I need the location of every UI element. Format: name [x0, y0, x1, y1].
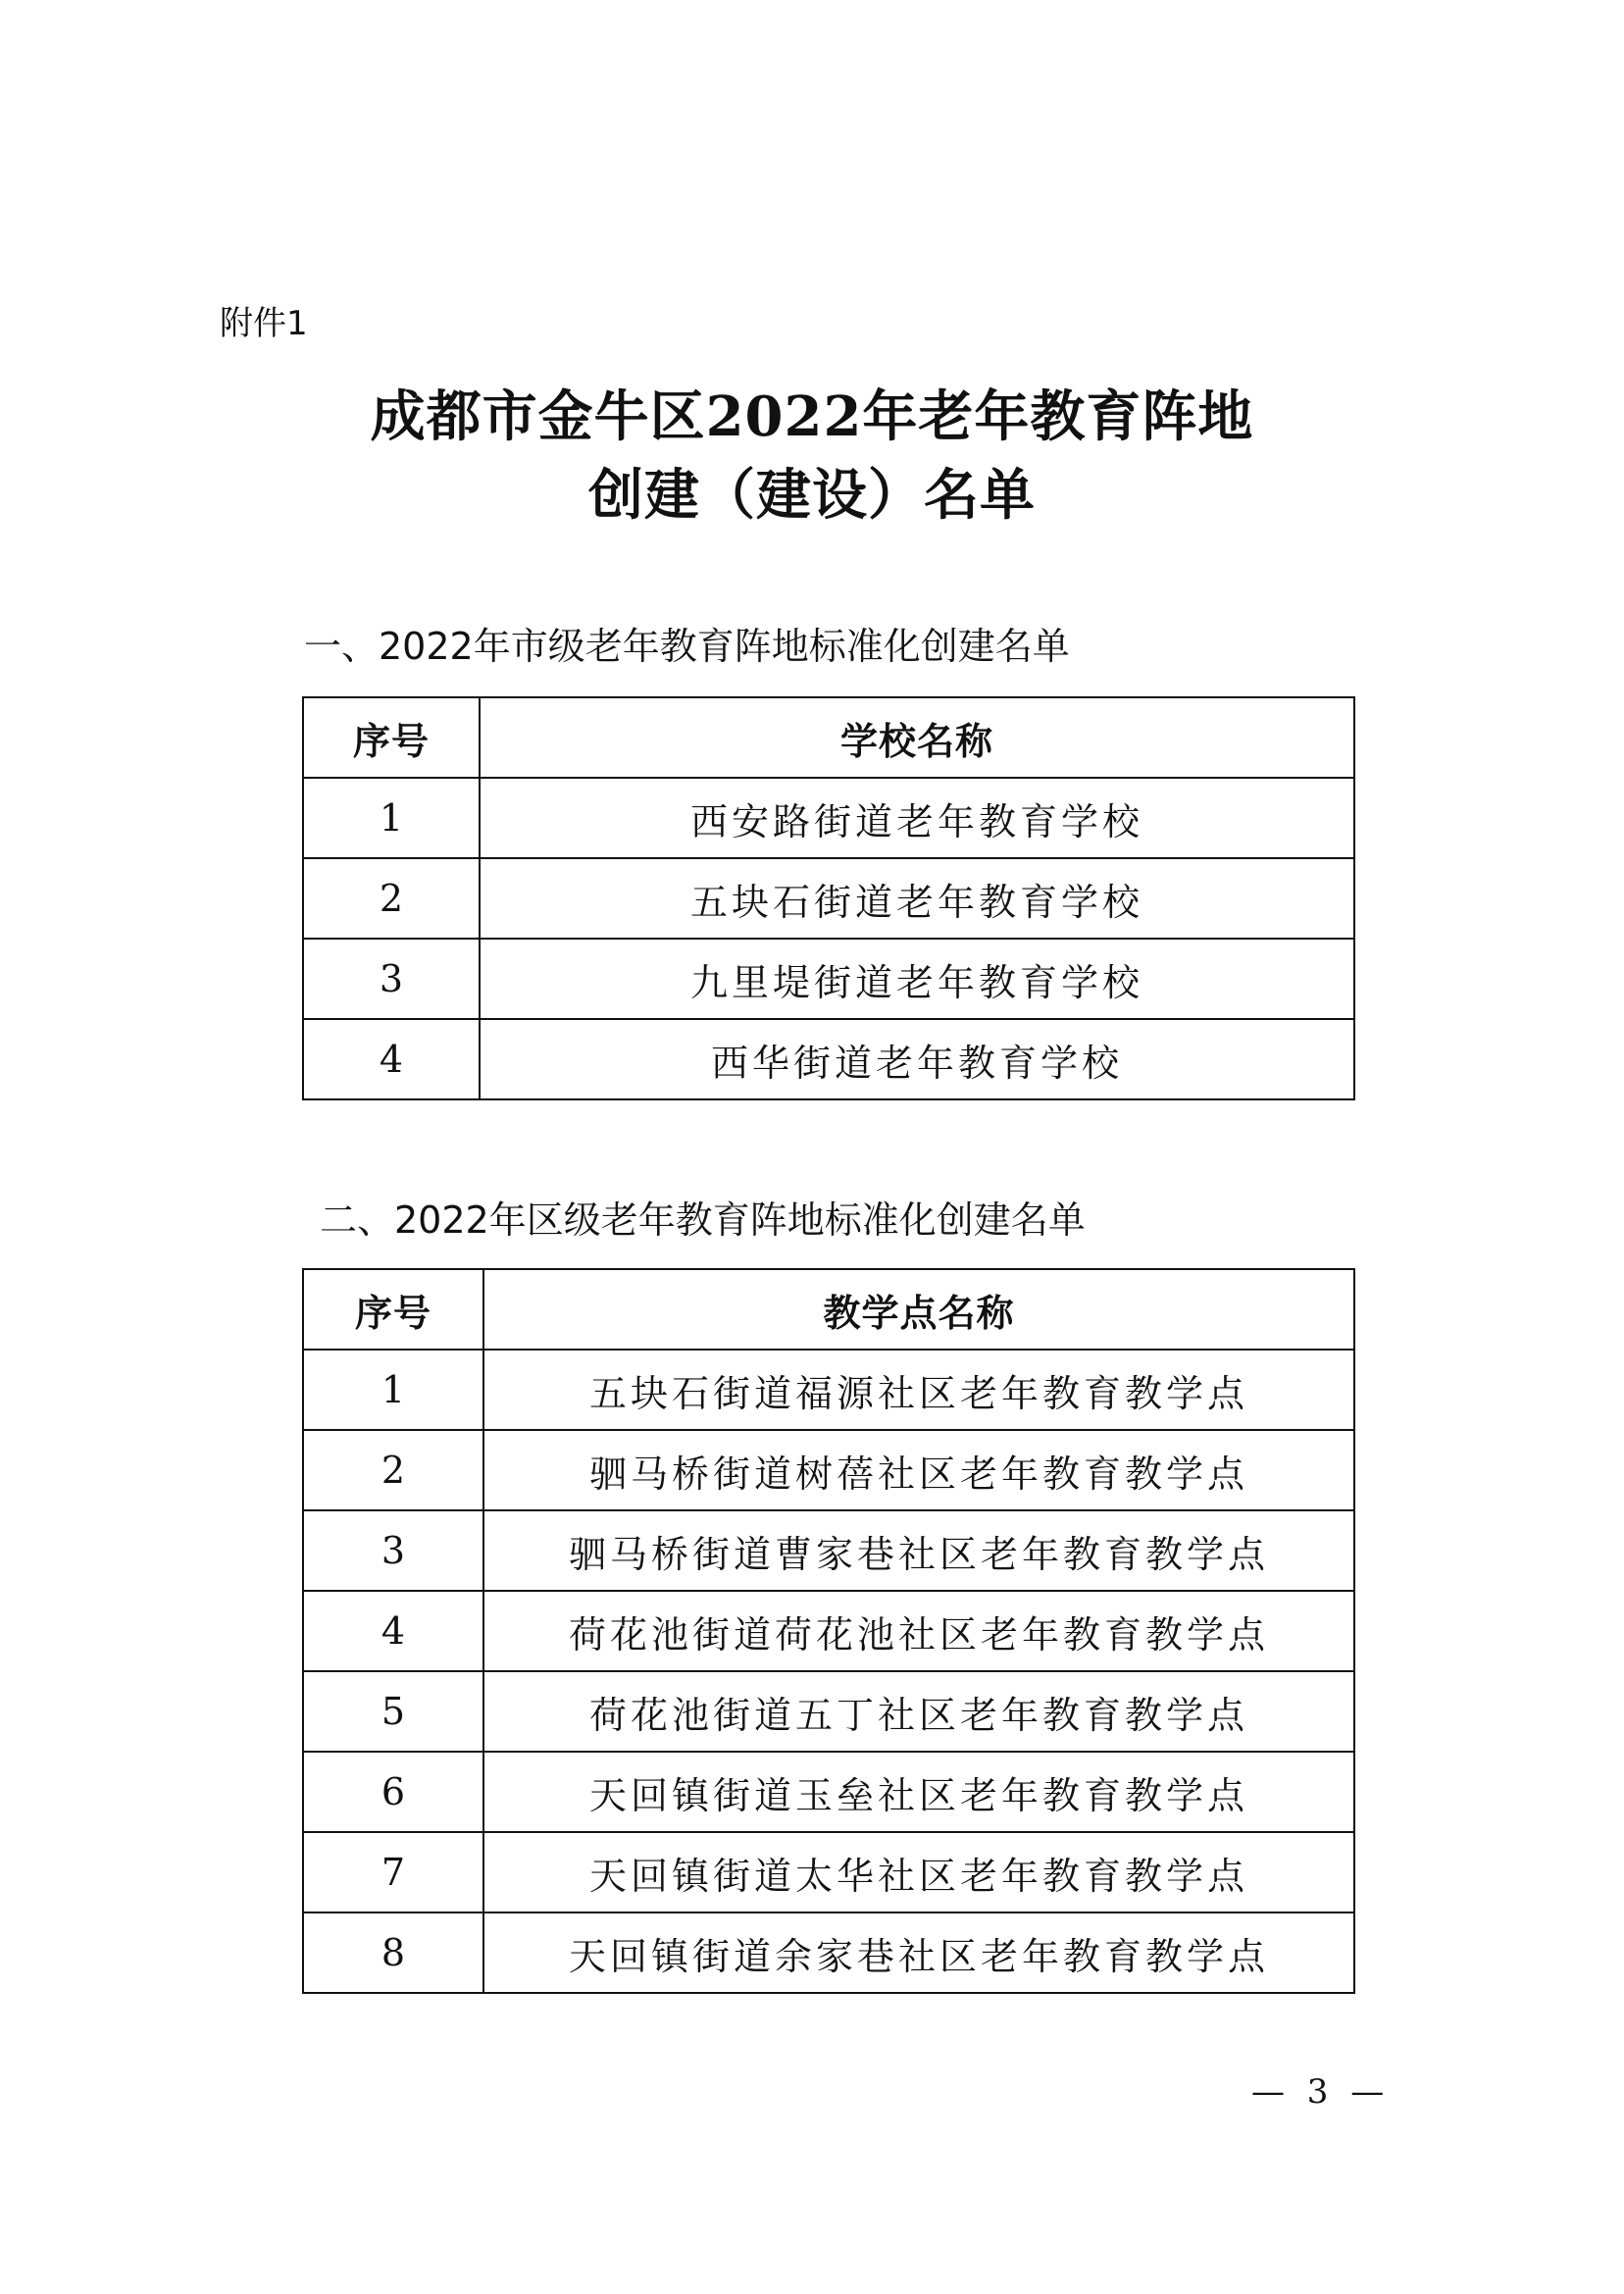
table-row — [303, 778, 1354, 858]
teaching-point-name: 驷马桥街道树蓓社区老年教育教学点 — [483, 1430, 1354, 1510]
school-name: 西华街道老年教育学校 — [480, 1019, 1354, 1099]
teaching-point-name: 天回镇街道余家巷社区老年教育教学点 — [483, 1912, 1354, 1993]
city-level-school-table — [302, 696, 1355, 1100]
row-number: 4 — [303, 1019, 480, 1099]
table-row — [303, 1430, 1354, 1510]
table-row — [303, 1752, 1354, 1832]
section2-heading: 二、2022年区级老年教育阵地标准化创建名单 — [320, 1198, 1086, 1242]
school-name: 五块石街道老年教育学校 — [480, 858, 1354, 939]
teaching-point-name: 天回镇街道太华社区老年教育教学点 — [483, 1832, 1354, 1912]
row-number: 2 — [303, 1430, 483, 1510]
column-header-no: 序号 — [303, 697, 480, 778]
row-number: 8 — [303, 1912, 483, 1993]
table-row — [303, 1510, 1354, 1591]
column-header-school-name: 学校名称 — [480, 697, 1354, 778]
teaching-point-name: 五块石街道福源社区老年教育教学点 — [483, 1350, 1354, 1430]
table-row — [303, 1591, 1354, 1671]
table-header-row — [303, 1269, 1354, 1350]
table-header-row — [303, 697, 1354, 778]
row-number: 3 — [303, 939, 480, 1019]
row-number: 3 — [303, 1510, 483, 1591]
teaching-point-name: 荷花池街道五丁社区老年教育教学点 — [483, 1671, 1354, 1752]
attachment-label: 附件1 — [220, 304, 308, 343]
table-row — [303, 1832, 1354, 1912]
row-number: 5 — [303, 1671, 483, 1752]
row-number: 1 — [303, 1350, 483, 1430]
table-row — [303, 1912, 1354, 1993]
row-number: 7 — [303, 1832, 483, 1912]
table-row — [303, 1019, 1354, 1099]
column-header-teaching-point-name: 教学点名称 — [483, 1269, 1354, 1350]
row-number: 6 — [303, 1752, 483, 1832]
row-number: 1 — [303, 778, 480, 858]
teaching-point-name: 荷花池街道荷花池社区老年教育教学点 — [483, 1591, 1354, 1671]
table-row — [303, 939, 1354, 1019]
document-title-line1: 成都市金牛区2022年老年教育阵地 — [370, 384, 1254, 449]
teaching-point-name: 驷马桥街道曹家巷社区老年教育教学点 — [483, 1510, 1354, 1591]
page-number: — 3 — — [1251, 2072, 1391, 2112]
school-name: 九里堤街道老年教育学校 — [480, 939, 1354, 1019]
school-name: 西安路街道老年教育学校 — [480, 778, 1354, 858]
table-row — [303, 1350, 1354, 1430]
table-row — [303, 1671, 1354, 1752]
teaching-point-name: 天回镇街道玉垒社区老年教育教学点 — [483, 1752, 1354, 1832]
row-number: 4 — [303, 1591, 483, 1671]
document-title-line2: 创建（建设）名单 — [588, 463, 1036, 528]
district-level-teaching-point-table — [302, 1268, 1355, 1994]
row-number: 2 — [303, 858, 480, 939]
column-header-no: 序号 — [303, 1269, 483, 1350]
table-row — [303, 858, 1354, 939]
section1-heading: 一、2022年市级老年教育阵地标准化创建名单 — [304, 625, 1070, 668]
